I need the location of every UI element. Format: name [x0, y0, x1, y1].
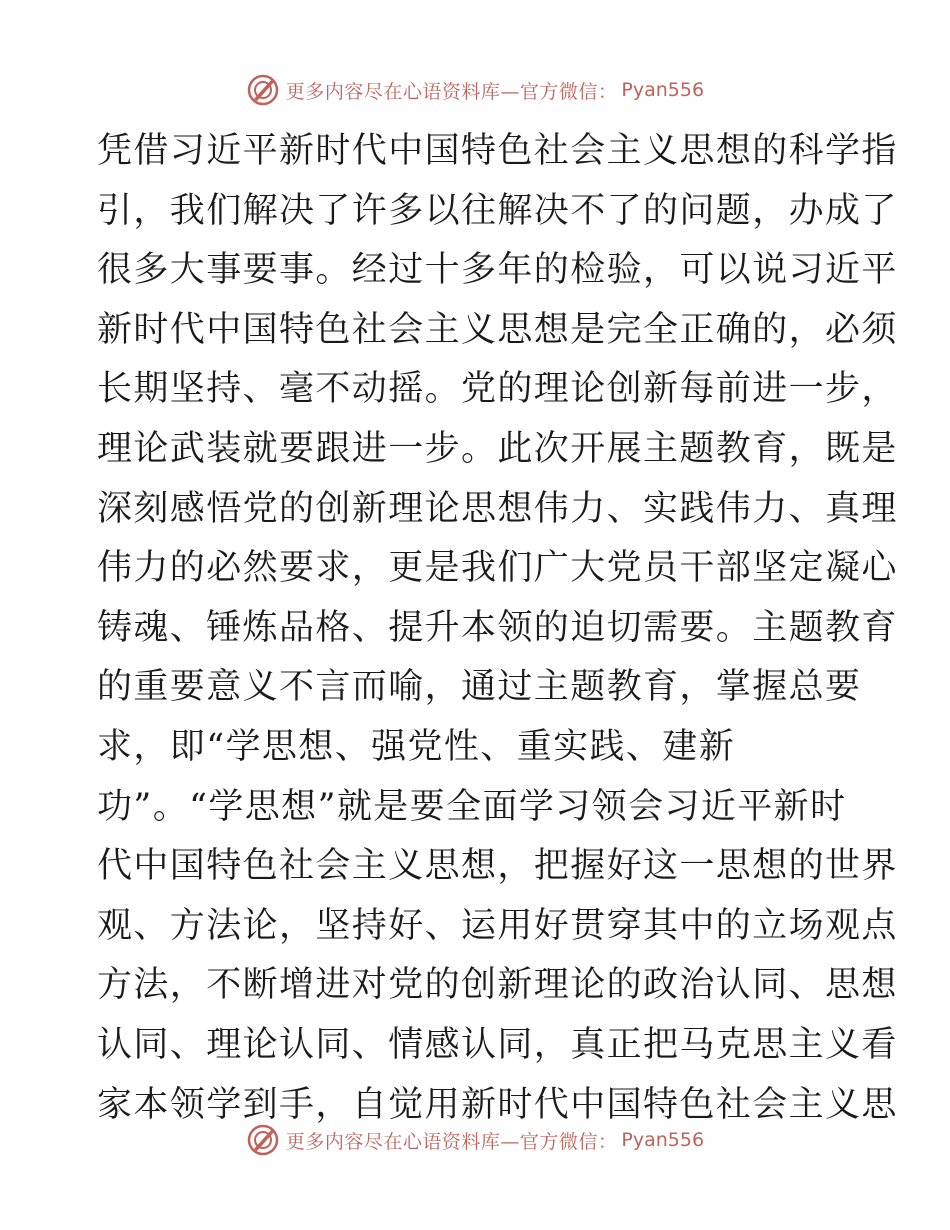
text-line: 凭借习近平新时代中国特色社会主义思想的科学指 [97, 131, 898, 171]
text-line: 新时代中国特色社会主义思想是完全正确的，必须 [97, 309, 898, 350]
watermark-wechat-id: Pyan556 [621, 79, 705, 101]
text-line: 认同、理论认同、情感认同，真正把马克思主义看 [97, 1024, 898, 1065]
text-line: 求，即“学思想、强党性、重实践、建新 [97, 726, 736, 767]
footer-watermark [0, 1120, 950, 1160]
body-paragraph [97, 122, 898, 1135]
text-line: 的重要意义不言而喻，通过主题教育，掌握总要 [97, 667, 862, 708]
text-line: 代中国特色社会主义思想，把握好这一思想的世界 [97, 846, 898, 887]
text-line: 方法，不断增进对党的创新理论的政治认同、思想 [97, 965, 898, 1006]
text-line: 家本领学到手，自觉用新时代中国特色社会主义思 [97, 1084, 898, 1125]
text-line: 伟力的必然要求，更是我们广大党员干部坚定凝心 [97, 548, 898, 589]
text-line: 铸魂、锤炼品格、提升本领的迫切需要。主题教育 [97, 607, 898, 648]
text-line: 理论武装就要跟进一步。此次开展主题教育，既是 [97, 428, 898, 469]
quill-logo-icon [246, 1123, 280, 1157]
header-watermark [0, 70, 950, 110]
watermark-text: 更多内容尽在心语资料库—官方微信： [285, 1130, 618, 1153]
text-line: 观、方法论，坚持好、运用好贯穿其中的立场观点 [97, 905, 898, 946]
watermark-wechat-id: Pyan556 [621, 1129, 705, 1151]
text-line: 功”。“学思想”就是要全面学习领会习近平新时 [97, 786, 847, 827]
text-line: 深刻感悟党的创新理论思想伟力、实践伟力、真理 [97, 488, 898, 529]
quill-logo-icon [246, 73, 280, 107]
text-line: 引，我们解决了许多以往解决不了的问题，办成了 [97, 190, 898, 231]
watermark-text: 更多内容尽在心语资料库—官方微信： [285, 80, 618, 103]
text-line: 长期坚持、毫不动摇。党的理论创新每前进一步， [97, 369, 898, 410]
text-line: 很多大事要事。经过十多年的检验，可以说习近平 [97, 250, 898, 291]
